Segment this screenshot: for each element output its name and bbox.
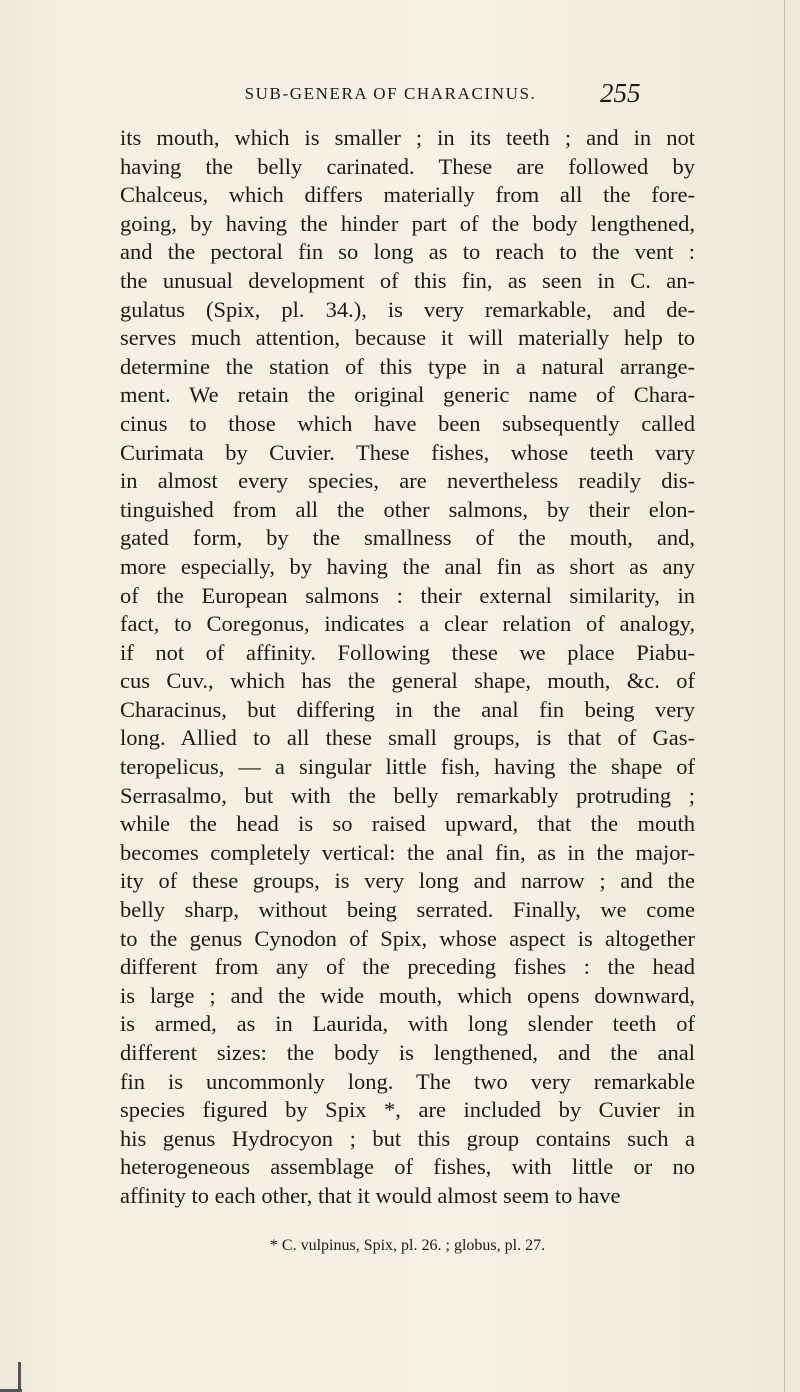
text-line: affinity to each other, that it would almost seem to have <box>120 1182 621 1208</box>
text-line: Chalceus, which differs materially from all the fore- <box>120 182 695 208</box>
text-line: heterogeneous assemblage of fishes, with little or no <box>120 1154 695 1180</box>
text-line: fact, to Coregonus, indicates a clear relation of analogy, <box>120 611 695 637</box>
text-line: of the European salmons : their external similarity, in <box>120 582 695 608</box>
text-line: species figured by Spix *, are included by Cuvier in <box>120 1097 695 1123</box>
text-line: is large ; and the wide mouth, which opens downward, <box>120 982 695 1008</box>
text-line: long. Allied to all these small groups, is that of Gas- <box>120 725 695 751</box>
text-line: cinus to those which have been subsequently called <box>120 410 695 436</box>
page-number: 255 <box>600 78 641 108</box>
text-line: fin is uncommonly long. The two very remarkable <box>120 1068 695 1094</box>
text-line: ity of these groups, is very long and narrow ; and the <box>120 868 695 894</box>
text-line: his genus Hydrocyon ; but this group contains such a <box>120 1125 695 1151</box>
text-line: belly sharp, without being serrated. Finally, we come <box>120 897 695 923</box>
text-line: and the pectoral fin so long as to reach to the vent : <box>120 239 695 265</box>
text-line: Serrasalmo, but with the belly remarkably protruding ; <box>120 782 695 808</box>
text-line: going, by having the hinder part of the body lengthened, <box>120 210 695 236</box>
text-line: having the belly carinated. These are followed by <box>120 153 695 179</box>
text-line: the unusual development of this fin, as seen in C. an- <box>120 267 695 293</box>
scan-corner-mark-vertical <box>18 1362 21 1392</box>
footnote: * C. vulpinus, Spix, pl. 26. ; globus, pl. 27. <box>269 1237 546 1254</box>
text-line: serves much attention, because it will materially help to <box>120 325 695 351</box>
text-line: while the head is so raised upward, that the mouth <box>120 811 695 837</box>
text-line: Curimata by Cuvier. These fishes, whose teeth vary <box>120 439 695 465</box>
text-line: tinguished from all the other salmons, by their elon- <box>120 496 695 522</box>
text-line: to the genus Cynodon of Spix, whose aspect is altogether <box>120 925 695 951</box>
text-line: gated form, by the smallness of the mouth, and, <box>120 525 695 551</box>
text-line: teropelicus, — a singular little fish, having the shape of <box>120 754 695 780</box>
text-line: cus Cuv., which has the general shape, mouth, &c. of <box>120 668 695 694</box>
text-line: its mouth, which is smaller ; in its teeth ; and in not <box>120 125 695 150</box>
text-line: becomes completely vertical: the anal fin, as in the major- <box>120 839 695 865</box>
text-line: more especially, by having the anal fin as short as any <box>120 553 695 579</box>
running-header: SUB-GENERA OF CHARACINUS. <box>244 84 537 103</box>
text-line: is armed, as in Laurida, with long slender teeth of <box>120 1011 695 1037</box>
text-line: if not of affinity. Following these we place Piabu- <box>120 639 695 665</box>
page-edge-shadow <box>784 0 785 1392</box>
text-line: in almost every species, are nevertheless readily dis- <box>120 468 695 494</box>
text-line: different from any of the preceding fishes : the head <box>120 954 695 980</box>
body-text <box>120 124 695 1211</box>
text-line: Characinus, but differing in the anal fin being very <box>120 696 695 722</box>
text-line: ment. We retain the original generic name of Chara- <box>120 382 695 408</box>
text-line: different sizes: the body is lengthened, and the anal <box>120 1040 695 1065</box>
text-line: determine the station of this type in a natural arrange- <box>120 353 695 379</box>
text-line: gulatus (Spix, pl. 34.), is very remarkable, and de- <box>120 296 695 322</box>
